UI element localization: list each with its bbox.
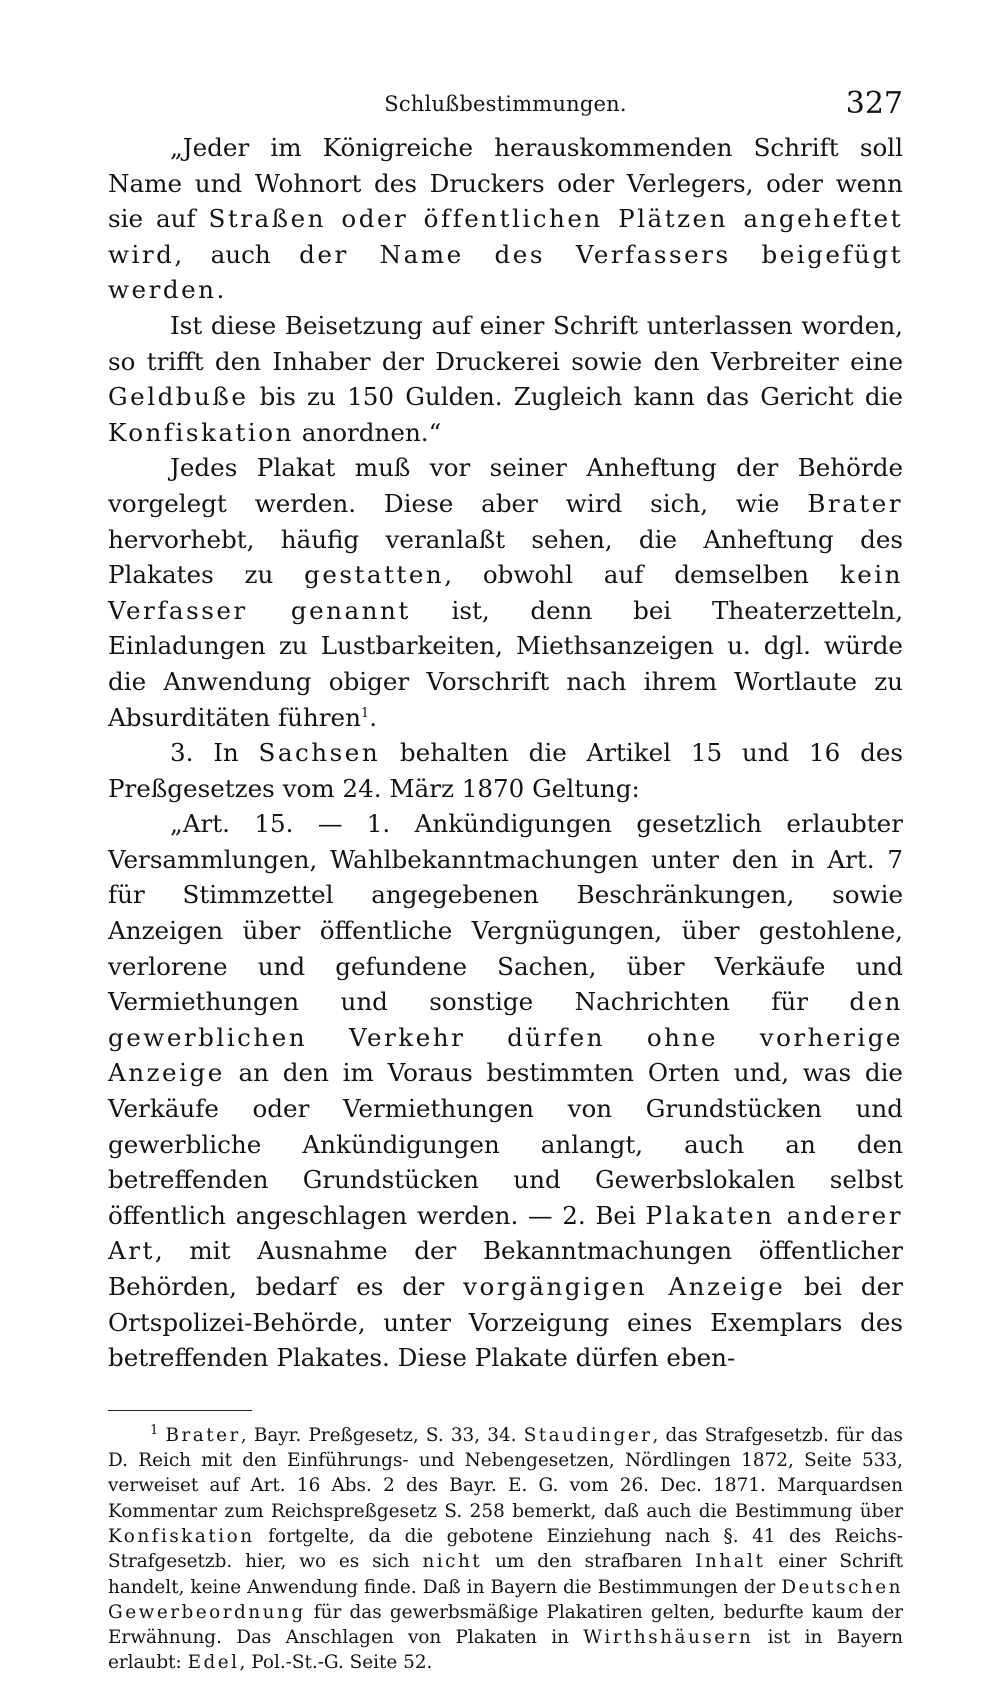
text-run: für das gewerbsmäßige Plakatiren gelten, bedurfte kaum der Erwähnung. Das Anschlagen von Plakaten in [108, 1601, 903, 1649]
emphasized-text: kein Verfasser genannt [108, 560, 903, 625]
footnote-reference[interactable]: 1 [360, 705, 370, 721]
paragraph-quote-bavaria [108, 130, 903, 308]
text-run: einer Schrift handelt, keine Anwendung finde. Daß in Bayern die Bestimmungen der [108, 1551, 903, 1598]
text-run: , Bayr. Preßgesetz, S. 33, 34. [240, 1424, 524, 1446]
emphasized-text: Plakaten anderer Art [108, 1200, 903, 1266]
emphasized-text: Straßen oder öffentlichen Plätzen angeheftet wird [108, 204, 903, 269]
author-name: Brater [165, 1424, 241, 1446]
text-run: , Pol.-St.-G. Seite 52. [239, 1652, 433, 1674]
emphasized-text: nicht [422, 1551, 483, 1573]
emphasized-text: den gewerblichen Verkehr dürfen ohne vorherige Anzeige [108, 987, 903, 1088]
text-run: bei der Ortspolizei-Behörde, unter Vorzeigung eines Exemplars des betreffenden Plakates. Diese Plakate dürfen eben- [108, 1272, 903, 1373]
author-name: Brater [807, 488, 903, 518]
text-run: bis zu 150 Gulden. Zugleich kann das Gericht die [248, 382, 903, 412]
text-run: behalten die Artikel 15 und 16 des Preßgesetzes vom 24. März 1870 Geltung: [108, 738, 903, 803]
page-header [108, 86, 903, 130]
footnotes [108, 1423, 903, 1676]
text-run: 3. In [170, 738, 259, 768]
text-run: „Art. 15. — 1. Ankündigungen gesetzlich erlaubter Versammlungen, Wahlbekanntmachungen unter den in Art. 7 für Stimmzettel angegebenen Beschränkungen, sowie Anzeigen über öffentliche Vergnügungen, über gestohlene, verlorene und gefundene Sachen, über Verkäufe und Vermiethungen und sonstige Nachrichten für [108, 809, 903, 1017]
text-run: Kommentar zum Reichspreßgesetz S. 258 bemerkt, daß auch die Bestimmung über [108, 1500, 903, 1522]
text-run: fortgelte, da die gebotene Einziehung nach §. 41 des Reichs-Strafgesetzb. hier, wo es sich [108, 1525, 903, 1573]
emphasized-text: Konfiskation [108, 417, 294, 447]
author-name: Edel [187, 1652, 240, 1674]
text-run: , mit Ausnahme der Bekanntmachungen öffentlicher Behörden, bedarf es der [108, 1236, 903, 1301]
page-number: 327 [845, 86, 903, 121]
text-run: ist in Bayern erlaubt: [108, 1627, 903, 1674]
paragraph-saxony [108, 735, 903, 806]
emphasized-text: Konfiskation [108, 1525, 255, 1547]
paragraph-article-15 [108, 806, 903, 1376]
text-run: um den strafbaren [482, 1551, 696, 1573]
text-run: Jedes Plakat muß vor seiner Anheftung der Behörde vorgelegt werden. Diese aber wird sich, wie [108, 453, 903, 518]
text-run: „Jeder im Königreiche herauskommenden Schrift soll Name und Wohnort des Druckers oder Verlegers, oder wenn sie auf [108, 133, 903, 234]
emphasized-text: Sachsen [258, 738, 381, 768]
author-name: Marquardsen [777, 1475, 903, 1497]
footnote-marker: 1 [150, 1422, 159, 1438]
author-name: Staudinger [523, 1424, 653, 1446]
text-run: . [369, 702, 378, 732]
emphasized-text: vorgängigen Anzeige [463, 1272, 786, 1301]
paragraph-plakat [108, 450, 903, 735]
text-run: , auch [174, 239, 300, 269]
emphasized-text: gestatten [304, 560, 445, 590]
emphasized-text: Geldbuße [108, 382, 249, 412]
text-run: ist, denn bei Theaterzetteln, Einladungen zu Lustbarkeiten, Miethsanzeigen u. dgl. würde die Anwendung obiger Vorschrift nach ihrem Wortlaute zu Absurditäten führen [108, 595, 904, 732]
text-run: anordnen.“ [293, 417, 442, 447]
emphasized-text: Deutschen Gewerbeordnung [108, 1576, 903, 1623]
footnote-1 [108, 1423, 903, 1676]
paragraph-penalty [108, 308, 903, 450]
text-run: hervorhebt, häufig veranlaßt sehen, die Anheftung des Plakates zu [108, 524, 903, 590]
running-head: Schlußbestimmungen. [384, 92, 627, 116]
emphasized-text: der Name des Verfassers beigefügt werden. [108, 239, 903, 305]
text-run: , obwohl auf demselben [444, 560, 840, 590]
emphasized-text: Inhalt [695, 1551, 766, 1573]
footnote-divider [108, 1410, 252, 1411]
body-text [108, 130, 903, 1376]
book-page [108, 86, 903, 1676]
emphasized-text: Wirthshäusern [583, 1627, 754, 1649]
text-run: , das Strafgesetzb. für das D. Reich mit den Einführungs- und Nebengesetzen, Nördlingen 1872, Seite 533, verweiset auf Art. 16 Abs. 2 des Bayr. E. G. vom 26. Dec. 1871. [108, 1424, 903, 1497]
text-run: Ist diese Beisetzung auf einer Schrift unterlassen worden, so trifft den Inhaber der Druckerei sowie den Verbreiter eine [108, 310, 903, 376]
text-run: an den im Voraus bestimmten Orten und, was die Verkäufe oder Vermiethungen von Grundstücken und gewerbliche Ankündigungen anlangt, auch an den betreffenden Grundstücken und Gewerbslokalen selbst öffentlich angeschlagen werden. — 2. Bei [108, 1058, 903, 1230]
